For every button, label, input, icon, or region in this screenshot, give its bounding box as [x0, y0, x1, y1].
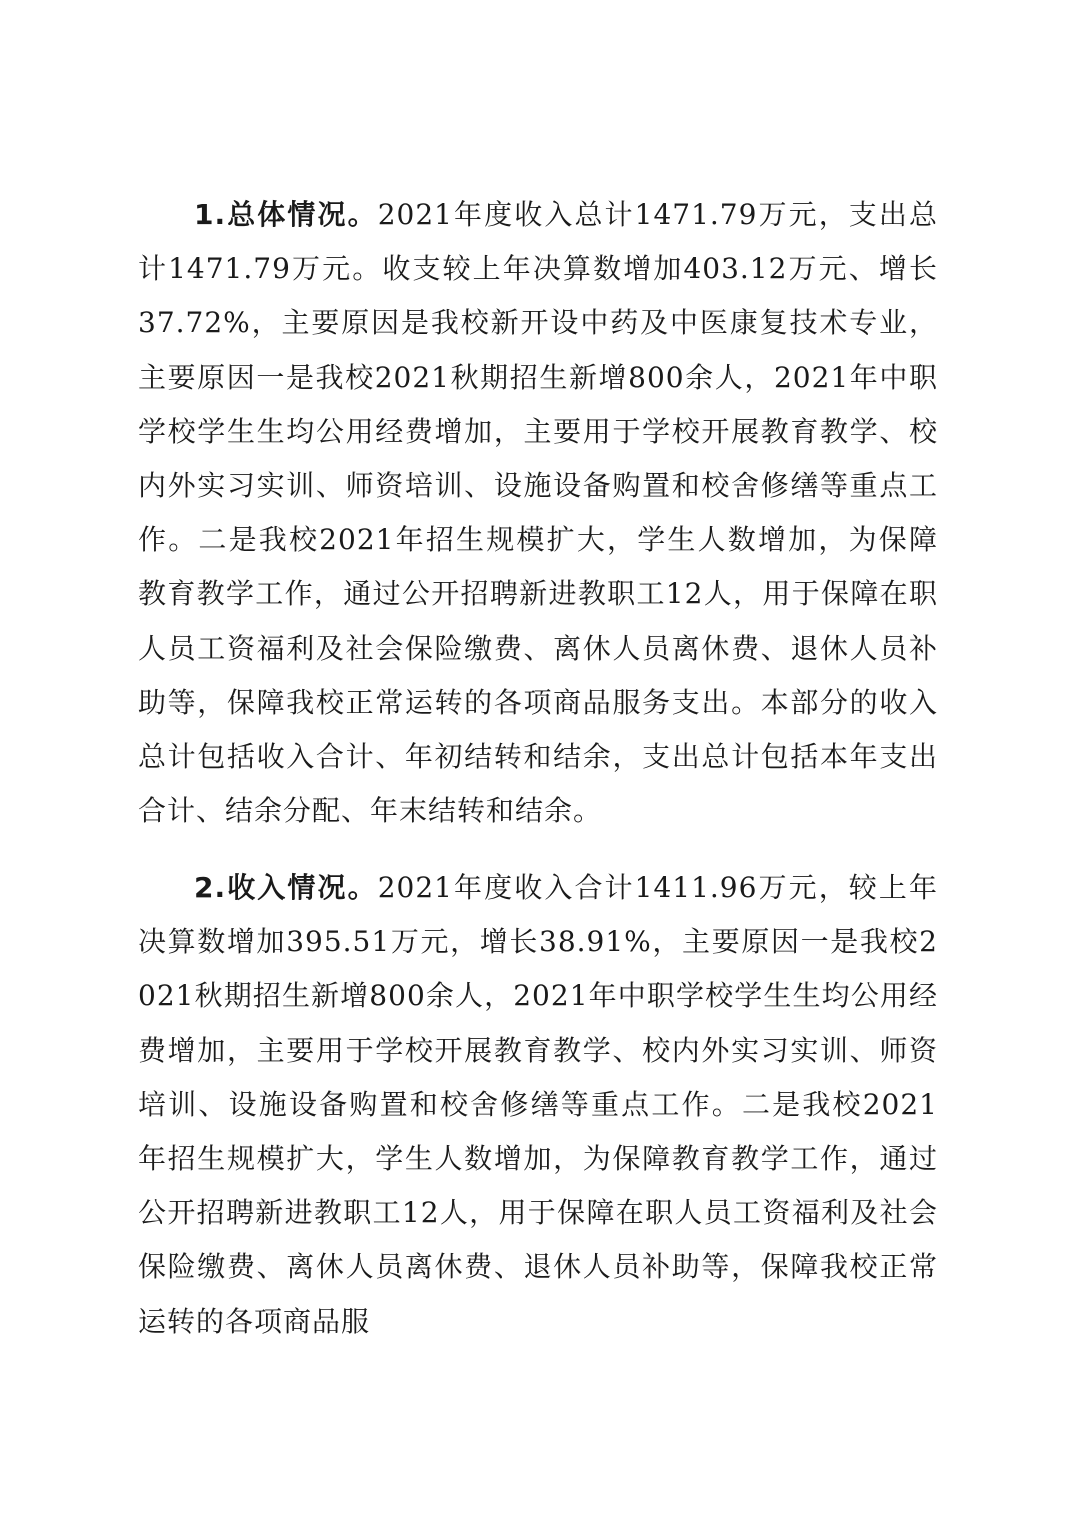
- section-body-overall: 2021年度收入总计1471.79万元，支出总计1471.79万元。收支较上年决算数增加403.12万元、增长 37.72%，主要原因是我校新开设中药及中医康复技术专业，主要原因一是我校2021秋期招生新增800余人，2021年中职学校学生生均公用经费增加，主要用于学校开展教育教学、校内外实习实训、师资培训、设施设备购置和校舍修缮等重点工作。二是我校2021年招生规模扩大，学生人数增加，为保障教育教学工作，通过公开招聘新进教职工12人，用于保障在职人员工资福利及社会保险缴费、离休人员离休费、退休人员补助等，保障我校正常运转的各项商品服务支出。本部分的收入总计包括收入合计、年初结转和结余，支出总计包括本年支出合计、结余分配、年末结转和结余。: [138, 198, 939, 828]
- paragraph-overall: [138, 188, 938, 838]
- paragraph-income: [138, 861, 938, 1349]
- section-heading-income: 2.收入情况。: [194, 871, 378, 904]
- section-body-income: 2021年度收入合计1411.96万元，较上年决算数增加395.51万元，增长38.91%，主要原因一是我校2021秋期招生新增800余人，2021年中职学校学生生均公用经费增加，主要用于学校开展教育教学、校内外实习实训、师资培训、设施设备购置和校舍修缮等重点工作。二是我校2021年招生规模扩大，学生人数增加，为保障教育教学工作，通过公开招聘新进教职工12人，用于保障在职人员工资福利及社会保险缴费、离休人员离休费、退休人员补助等，保障我校正常运转的各项商品服: [138, 871, 939, 1338]
- section-heading-overall: 1.总体情况。: [194, 198, 378, 231]
